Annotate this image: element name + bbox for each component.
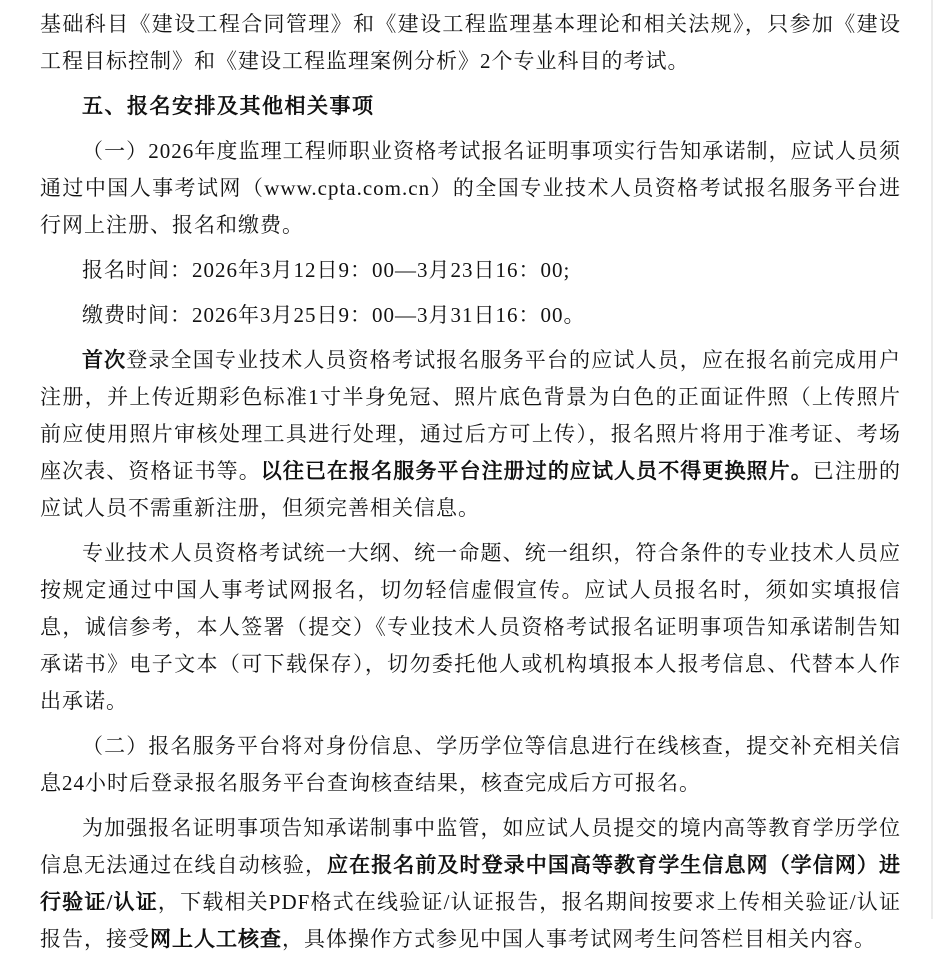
paragraph-run-bold: 首次 xyxy=(82,348,127,372)
paragraph-registration-time xyxy=(40,252,901,289)
document-page xyxy=(40,6,901,966)
paragraph-run: 为加强报名证明事项告知承诺制事中监管，如应试人员提交的境内高等教育学历学位信息无法通过在线自动核验， xyxy=(40,816,901,877)
paragraph-item1-registration-platform xyxy=(40,133,901,244)
paragraph-run: 登录全国专业技术人员资格考试报名服务平台的应试人员，应在报名前完成用户注册，并上传近期彩色标准1寸半身免冠、照片底色背景为白色的正面证件照（上传照片前应使用照片审核处理工具进行处理，通过后方可上传），报名照片将用于准考证、考场座次表、资格证书等。 xyxy=(40,348,902,483)
paragraph-item2-online-verification xyxy=(40,728,901,802)
paragraph-run-bold: 应在报名前及时登录中国高等教育学生信息网（学信网）进行验证/认证 xyxy=(40,853,902,914)
heading-text: 五、报名安排及其他相关事项 xyxy=(82,95,375,118)
paragraph-run-bold: 网上人工核查 xyxy=(150,927,282,951)
paragraph-text: 专业技术人员资格考试统一大纲、统一命题、统一组织，符合条件的专业技术人员应按规定通过中国人事考试网报名，切勿轻信虚假宣传。应试人员报名时，须如实填报信息，诚信参考，本人签署（提交）《专业技术人员资格考试报名证明事项告知承诺制告知承诺书》电子文本（可下载保存），切勿委托他人或机构填报本人报考信息、代替本人作出承诺。 xyxy=(40,541,901,713)
paragraph-first-login-photo-rules xyxy=(40,342,901,527)
paragraph-text: 基础科目《建设工程合同管理》和《建设工程监理基本理论和相关法规》，只参加《建设工程目标控制》和《建设工程监理案例分析》2个专业科目的考试。 xyxy=(40,12,901,73)
paragraph-text: 缴费时间：2026年3月25日9：00—3月31日16：00。 xyxy=(82,303,586,327)
page-edge-divider xyxy=(931,0,933,919)
paragraph-unified-exam-integrity xyxy=(40,535,901,720)
paragraph-run-bold: 以往已在报名服务平台注册过的应试人员不得更换照片。 xyxy=(260,459,813,483)
paragraph-run: 已注册的应试人员不需重新注册，但须完善相关信息。 xyxy=(40,459,902,520)
paragraph-run: ，具体操作方式参见中国人事考试网考生问答栏目相关内容。 xyxy=(282,927,876,951)
paragraph-text: （二）报名服务平台将对身份信息、学历学位等信息进行在线核查，提交补充相关信息24小时后登录报名服务平台查询核查结果，核查完成后方可报名。 xyxy=(40,734,901,795)
paragraph-text: （一）2026年度监理工程师职业资格考试报名证明事项实行告知承诺制，应试人员须通过中国人事考试网（www.cpta.com.cn）的全国专业技术人员资格考试报名服务平台进行网上注册、报名和缴费。 xyxy=(40,139,901,237)
paragraph-payment-time xyxy=(40,297,901,334)
paragraph-chsi-verification xyxy=(40,810,901,958)
paragraph-text: 报名时间：2026年3月12日9：00—3月23日16：00; xyxy=(82,258,571,282)
paragraph-subjects-continuation xyxy=(40,6,901,80)
paragraph-run: ，下载相关PDF格式在线验证/认证报告，报名期间按要求上传相关验证/认证报告，接受 xyxy=(40,890,901,951)
section-heading-registration-arrangements xyxy=(40,88,901,125)
